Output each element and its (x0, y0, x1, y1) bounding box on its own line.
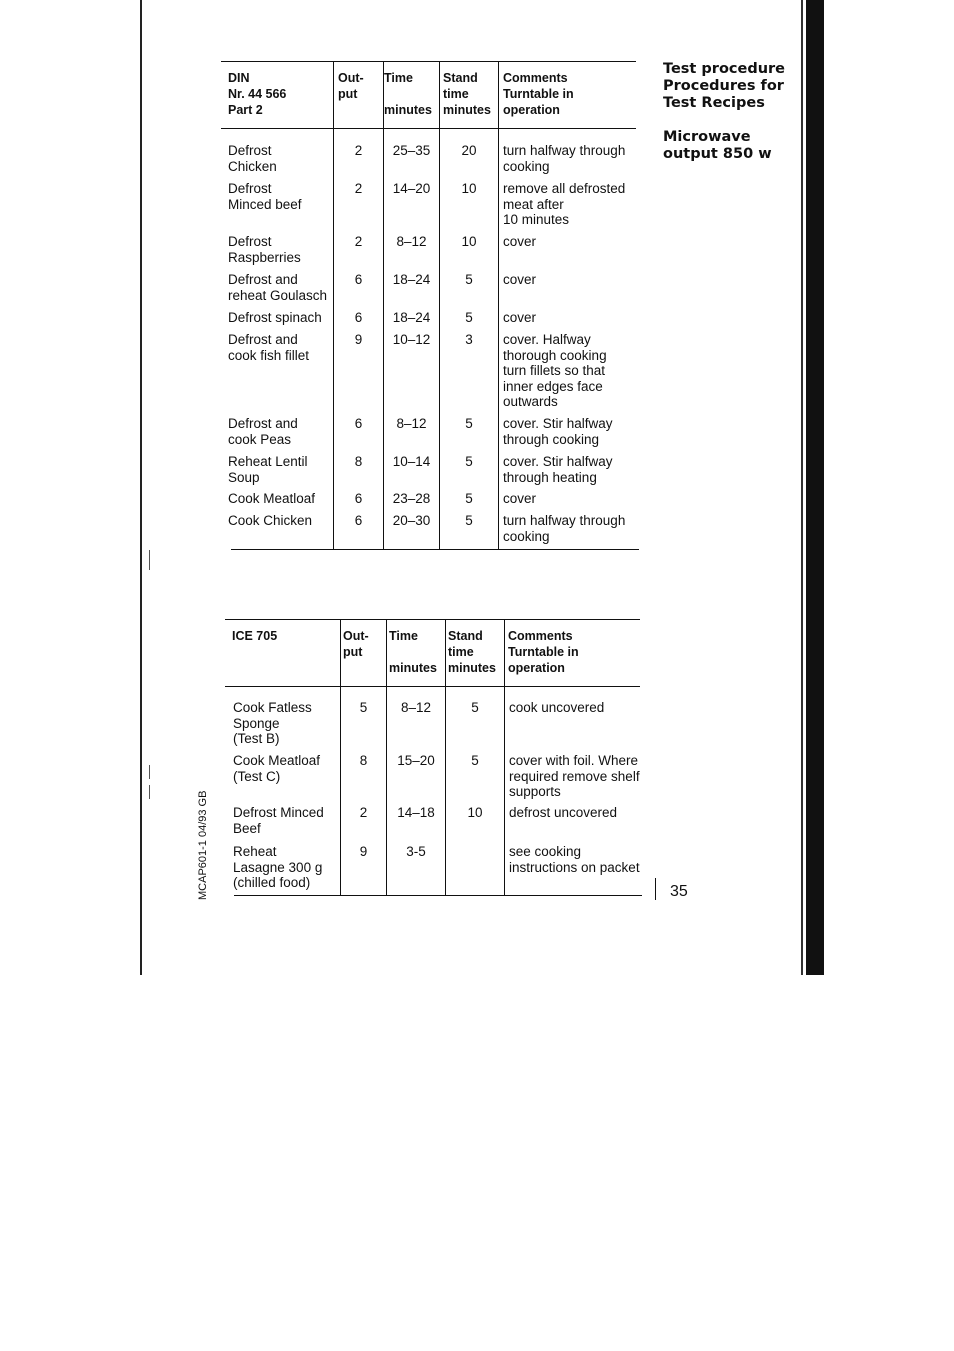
row-comment: cover (503, 310, 537, 325)
page-number-rule (655, 878, 656, 900)
row-comment: cover. Halfway thorough cooking turn fillets so that inner edges face outwards (503, 332, 607, 409)
margin-mark (149, 785, 150, 799)
row-comment: turn halfway through cooking (503, 513, 626, 544)
row-time: 23–28 (392, 491, 431, 506)
row-time: 14–18 (397, 805, 435, 820)
row-output: 6 (354, 310, 363, 325)
row-item: Defrost Minced Beef (233, 805, 324, 836)
page-left-rule (140, 0, 142, 975)
document-code: MCAP601-1 04/93 GB (197, 790, 209, 900)
row-stand-time: 5 (465, 310, 473, 325)
row-item: Defrost and cook Peas (228, 416, 298, 447)
row-time: 8–12 (396, 416, 427, 431)
row-output: 8 (359, 753, 368, 768)
row-stand-time: 5 (465, 491, 473, 506)
row-item: Defrost Chicken (228, 143, 277, 174)
row-comment: cook uncovered (509, 700, 605, 715)
row-comment: cover. Stir halfway through heating (503, 454, 613, 485)
row-comment: cover (503, 234, 537, 249)
row-output: 6 (354, 491, 363, 506)
row-output: 9 (359, 844, 368, 859)
row-output: 6 (354, 416, 363, 431)
row-stand-time: 5 (471, 700, 479, 715)
row-stand-time: 5 (465, 416, 473, 431)
row-stand-time: 5 (465, 513, 473, 528)
section-subtitle: Microwave output 850 w (663, 129, 772, 162)
row-stand-time: 5 (471, 753, 479, 768)
row-comment: turn halfway through cooking (503, 143, 626, 174)
row-item: Cook Meatloaf (Test C) (233, 753, 321, 784)
row-comment: cover (503, 491, 537, 506)
row-time: 25–35 (392, 143, 431, 158)
row-output: 8 (354, 454, 363, 469)
header-stand-time: Stand time minutes (448, 629, 496, 675)
row-item: Cook Fatless Sponge (Test B) (233, 700, 312, 746)
section-title: Test procedure Procedures for Test Recipes (663, 61, 786, 111)
row-item: Defrost and cook fish fillet (228, 332, 310, 363)
row-stand-time: 10 (461, 181, 477, 196)
row-stand-time: 3 (465, 332, 473, 347)
margin-mark (149, 765, 150, 779)
row-item: Reheat Lentil Soup (228, 454, 308, 485)
row-stand-time: 5 (465, 454, 473, 469)
row-stand-time: 10 (467, 805, 483, 820)
row-output: 6 (354, 272, 363, 287)
header-ice: ICE 705 (232, 629, 278, 643)
row-comment: see cooking instructions on packet (509, 844, 640, 875)
row-time: 20–30 (392, 513, 431, 528)
row-item: Cook Meatloaf (228, 491, 316, 506)
page-number: 35 (670, 883, 688, 900)
row-item: Defrost spinach (228, 310, 322, 325)
header-comments: Comments Turntable in operation (503, 71, 574, 117)
row-output: 2 (354, 234, 363, 249)
row-output: 6 (354, 513, 363, 528)
row-comment: cover (503, 272, 537, 287)
row-item: Cook Chicken (228, 513, 313, 528)
row-item: Defrost Minced beef (228, 181, 302, 212)
row-item: Reheat Lasagne 300 g (chilled food) (233, 844, 323, 890)
row-comment: cover. Stir halfway through cooking (503, 416, 613, 447)
row-time: 3-5 (406, 844, 426, 859)
row-item: Defrost and reheat Goulasch (228, 272, 328, 303)
row-stand-time: 20 (461, 143, 477, 158)
row-output: 2 (359, 805, 368, 820)
row-time: 10–12 (392, 332, 431, 347)
row-comment: cover with foil. Where required remove shelf supports (509, 753, 640, 799)
header-output: Out- put (338, 71, 364, 101)
row-time: 10–14 (392, 454, 431, 469)
row-time: 8–12 (396, 234, 427, 249)
row-item: Defrost Raspberries (228, 234, 301, 265)
header-time: Time minutes (389, 629, 437, 675)
page-right-bar (806, 0, 824, 975)
row-output: 5 (359, 700, 368, 715)
row-output: 9 (354, 332, 363, 347)
header-din: DIN Nr. 44 566 Part 2 (228, 71, 287, 117)
row-time: 18–24 (392, 310, 431, 325)
margin-mark (149, 550, 150, 570)
header-comments: Comments Turntable in operation (508, 629, 579, 675)
row-comment: defrost uncovered (509, 805, 618, 820)
row-stand-time: 10 (461, 234, 477, 249)
row-time: 14–20 (392, 181, 431, 196)
header-output: Out- put (343, 629, 369, 659)
row-comment: remove all defrosted meat after 10 minutes (503, 181, 626, 227)
row-stand-time: 5 (465, 272, 473, 287)
row-time: 8–12 (400, 700, 432, 715)
row-output: 2 (354, 181, 363, 196)
header-stand-time: Stand time minutes (443, 71, 491, 117)
header-time: Time minutes (384, 71, 432, 117)
row-output: 2 (354, 143, 363, 158)
row-time: 15–20 (397, 753, 435, 768)
row-time: 18–24 (392, 272, 431, 287)
